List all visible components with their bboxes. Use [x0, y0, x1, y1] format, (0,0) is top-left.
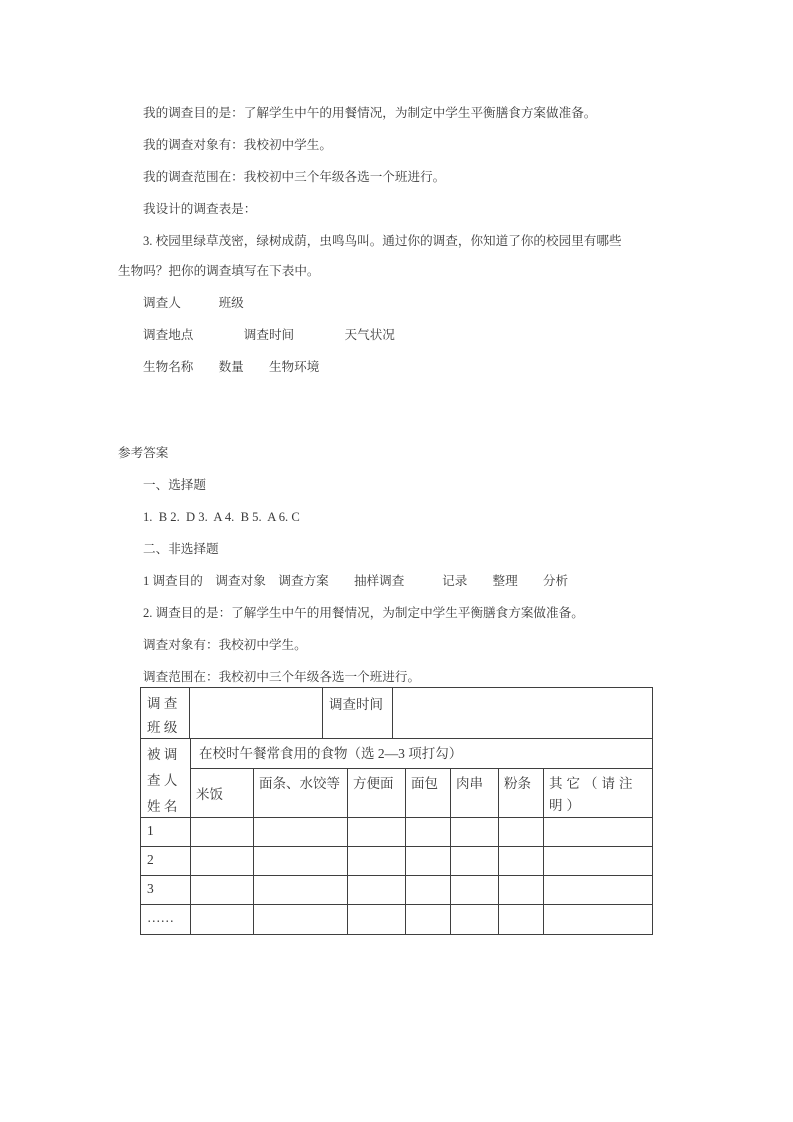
paragraph-survey-form: 我设计的调查表是： — [143, 202, 257, 216]
paragraph-survey-subject: 我的调查对象有：我校初中学生。 — [143, 138, 332, 152]
cell-row-label-1: 1 — [141, 818, 191, 847]
cell-food-col-vermicelli: 粉条 — [499, 769, 544, 818]
cell-survey-time-label: 调查时间 — [323, 688, 393, 739]
cell-empty — [451, 905, 499, 934]
cell-food-col-meat-skewer: 肉串 — [451, 769, 499, 818]
table-food-columns-row — [191, 769, 652, 818]
cell-empty — [254, 905, 348, 934]
table-row-class-time — [141, 688, 652, 739]
table-food-section — [191, 739, 652, 934]
cell-empty — [544, 905, 652, 934]
cell-empty — [348, 847, 406, 876]
answer-q2-subject: 调查对象有：我校初中学生。 — [143, 638, 307, 652]
table-data-row-2 — [191, 847, 652, 876]
cell-food-col-instant-noodles: 方便面 — [348, 769, 406, 818]
cell-empty — [544, 818, 652, 847]
table-label-column — [141, 739, 191, 934]
cell-empty — [499, 905, 544, 934]
table-main-section — [141, 739, 652, 934]
cell-empty — [191, 847, 254, 876]
cell-food-col-bread: 面包 — [406, 769, 451, 818]
answer-section1-title: 一、选择题 — [143, 478, 206, 492]
table-data-row-3 — [191, 876, 652, 905]
cell-empty — [406, 876, 451, 905]
cell-empty — [499, 876, 544, 905]
answer-q2-scope: 调查范围在：我校初中三个年级各选一个班进行。 — [143, 670, 421, 684]
cell-foods-header: 在校时午餐常食用的食物（选 2—3 项打勾） — [191, 739, 652, 769]
cell-empty — [451, 847, 499, 876]
cell-row-label-3: 3 — [141, 876, 191, 905]
paragraph-investigator-class: 调查人 班级 — [143, 296, 244, 310]
cell-empty — [191, 876, 254, 905]
cell-class-label: 调 查 班 级 — [141, 688, 190, 739]
answer-choice-answers: 1. B 2. D 3. A 4. B 5. A 6. C — [143, 510, 300, 524]
cell-row-label-2: 2 — [141, 847, 191, 876]
cell-empty — [254, 847, 348, 876]
document-body-text — [118, 98, 628, 694]
answer-key-heading: 参考答案 — [118, 446, 169, 460]
answer-fill-answers: 1 调查目的 调查对象 调查方案 抽样调查 记录 整理 分析 — [143, 574, 569, 588]
cell-empty — [348, 876, 406, 905]
cell-empty — [191, 905, 254, 934]
paragraph-survey-scope: 我的调查范围在：我校初中三个年级各选一个班进行。 — [143, 170, 446, 184]
cell-respondent-label: 被 调 查 人 姓 名 — [141, 739, 191, 818]
paragraph-place-time-weather: 调查地点 调查时间 天气状况 — [143, 328, 395, 342]
answer-q2-purpose: 2. 调查目的是：了解学生中午的用餐情况，为制定中学生平衡膳食方案做准备。 — [143, 606, 584, 620]
paragraph-question-3: 3. 校园里绿草茂密，绿树成荫，虫鸣鸟叫。通过你的调查，你知道了你的校园里有哪些生物吗？把你的调查填写在下表中。 — [118, 234, 622, 278]
cell-empty — [406, 818, 451, 847]
cell-empty — [191, 818, 254, 847]
paragraph-organism-count-env: 生物名称 数量 生物环境 — [143, 360, 320, 374]
cell-empty — [254, 818, 348, 847]
cell-empty — [451, 876, 499, 905]
table-data-row-1 — [191, 818, 652, 847]
cell-empty — [254, 876, 348, 905]
cell-food-col-other: 其它（请注明） — [544, 769, 652, 818]
paragraph-survey-purpose: 我的调查目的是：了解学生中午的用餐情况，为制定中学生平衡膳食方案做准备。 — [143, 106, 597, 120]
survey-table — [140, 687, 653, 935]
cell-empty — [451, 818, 499, 847]
cell-class-value-empty — [190, 688, 323, 739]
cell-empty — [348, 905, 406, 934]
cell-row-label-more: …… — [141, 905, 191, 934]
cell-empty — [348, 818, 406, 847]
cell-empty — [406, 905, 451, 934]
cell-empty — [544, 847, 652, 876]
cell-empty — [544, 876, 652, 905]
cell-survey-time-value-empty — [393, 688, 652, 739]
cell-empty — [406, 847, 451, 876]
answer-section2-title: 二、非选择题 — [143, 542, 219, 556]
cell-food-col-noodles: 面条、水饺等 — [254, 769, 348, 818]
cell-empty — [499, 847, 544, 876]
cell-food-col-rice: 米饭 — [191, 769, 254, 818]
table-data-row-more — [191, 905, 652, 934]
cell-empty — [499, 818, 544, 847]
